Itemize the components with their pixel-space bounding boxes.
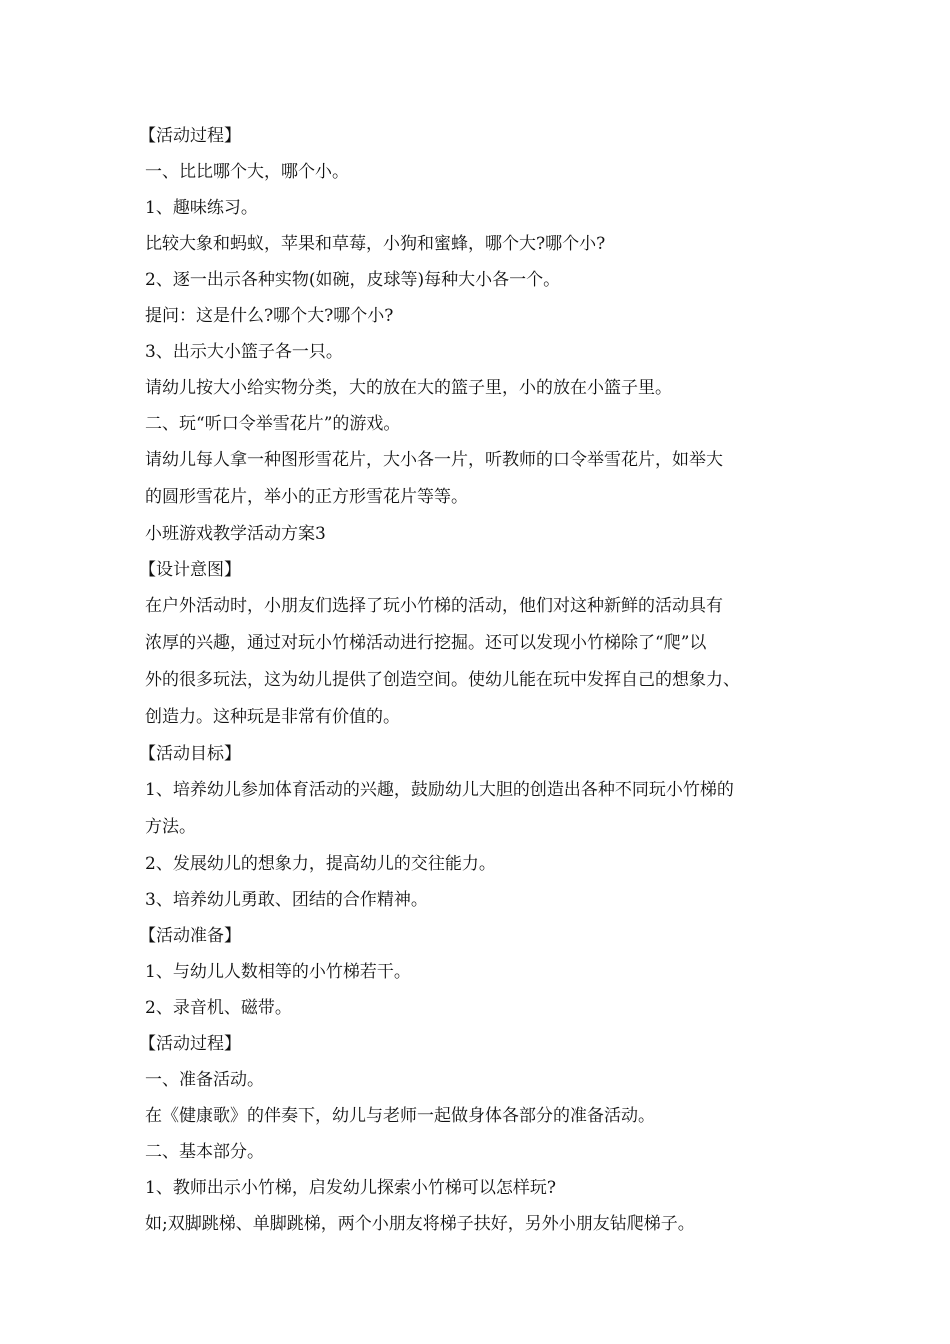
section-heading: 【活动准备】 [139, 926, 241, 946]
text-line: 1、教师出示小竹梯，启发幼儿探索小竹梯可以怎样玩? [145, 1178, 556, 1198]
section-heading: 【设计意图】 [139, 560, 241, 580]
text-line: 提问：这是什么?哪个大?哪个小? [145, 306, 394, 326]
text-line: 一、比比哪个大，哪个小。 [145, 162, 349, 182]
text-line: 如;双脚跳梯、单脚跳梯，两个小朋友将梯子扶好，另外小朋友钻爬梯子。 [145, 1214, 695, 1234]
text-line: 二、玩“听口令举雪花片”的游戏。 [145, 414, 401, 434]
section-heading: 【活动目标】 [139, 744, 241, 764]
section-title: 小班游戏教学活动方案3 [145, 524, 326, 544]
paragraph-line: 方法。 [145, 817, 196, 837]
paragraph-line: 外的很多玩法，这为幼儿提供了创造空间。使幼儿能在玩中发挥自己的想象力、 [145, 670, 740, 690]
text-line: 在《健康歌》的伴奏下，幼儿与老师一起做身体各部分的准备活动。 [145, 1106, 655, 1126]
text-line: 2、发展幼儿的想象力，提高幼儿的交往能力。 [145, 854, 496, 874]
paragraph-line: 的圆形雪花片，举小的正方形雪花片等等。 [145, 487, 468, 507]
paragraph-line: 创造力。这种玩是非常有价值的。 [145, 707, 400, 727]
text-line: 2、录音机、磁带。 [145, 998, 292, 1018]
paragraph-line: 1、培养幼儿参加体育活动的兴趣，鼓励幼儿大胆的创造出各种不同玩小竹梯的 [145, 780, 734, 800]
text-line: 2、逐一出示各种实物(如碗，皮球等)每种大小各一个。 [145, 270, 561, 290]
section-heading: 【活动过程】 [139, 1034, 241, 1054]
document-body [139, 118, 825, 1242]
text-line: 二、基本部分。 [145, 1142, 264, 1162]
paragraph-line: 浓厚的兴趣，通过对玩小竹梯活动进行挖掘。还可以发现小竹梯除了“爬”以 [145, 633, 707, 653]
text-line: 一、准备活动。 [145, 1070, 264, 1090]
text-line: 1、与幼儿人数相等的小竹梯若干。 [145, 962, 411, 982]
text-line: 1、趣味练习。 [145, 198, 258, 218]
paragraph-line: 请幼儿每人拿一种图形雪花片，大小各一片，听教师的口令举雪花片，如举大 [145, 450, 723, 470]
section-heading: 【活动过程】 [139, 126, 241, 146]
text-line: 3、出示大小篮子各一只。 [145, 342, 343, 362]
text-line: 请幼儿按大小给实物分类，大的放在大的篮子里，小的放在小篮子里。 [145, 378, 672, 398]
paragraph-line: 在户外活动时，小朋友们选择了玩小竹梯的活动，他们对这种新鲜的活动具有 [145, 596, 723, 616]
text-line: 3、培养幼儿勇敢、团结的合作精神。 [145, 890, 428, 910]
text-line: 比较大象和蚂蚁，苹果和草莓，小狗和蜜蜂，哪个大?哪个小? [145, 234, 606, 254]
